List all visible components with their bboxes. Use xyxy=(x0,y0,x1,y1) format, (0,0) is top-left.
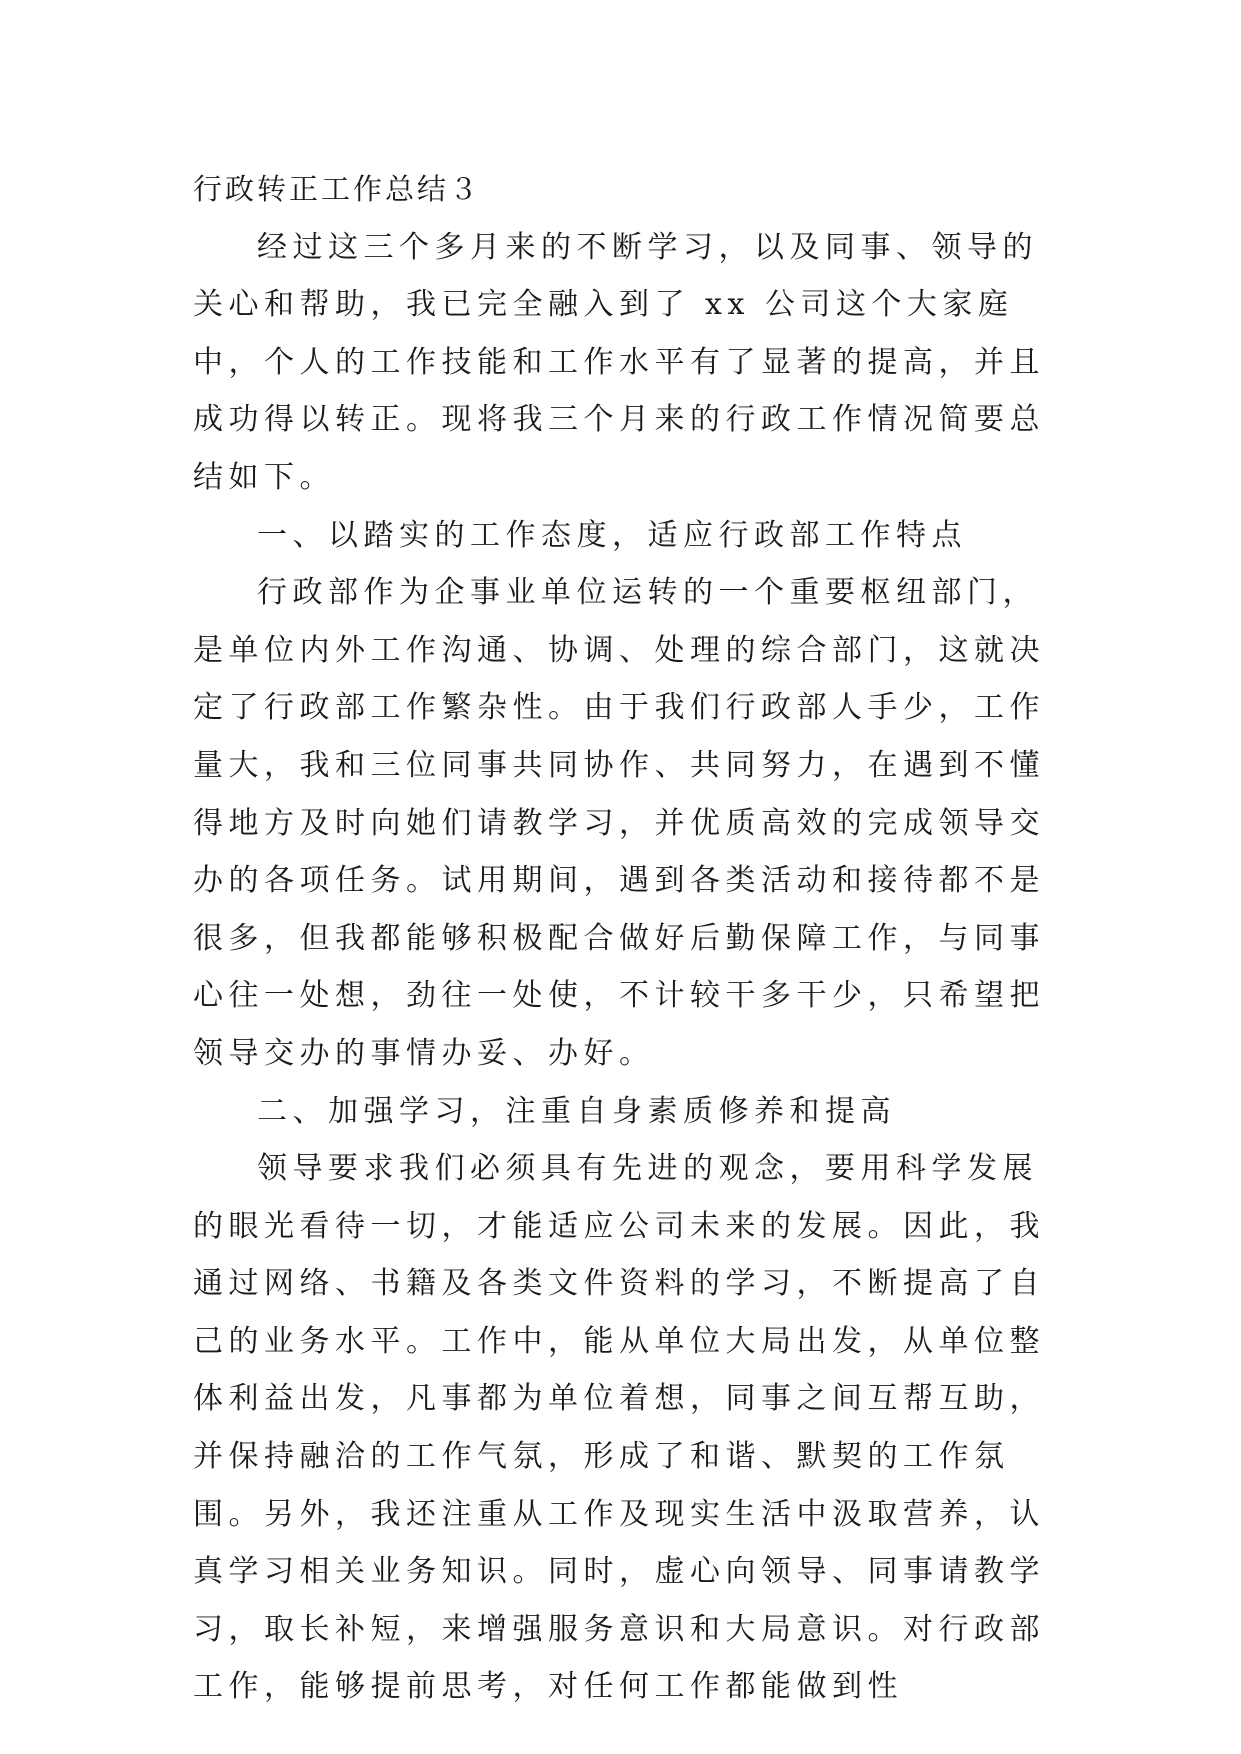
section-heading-2: 二、加强学习，注重自身素质修养和提高 xyxy=(257,1093,896,1129)
paragraph-section-2: 领导要求我们必须具有先进的观念，要用科学发展的眼光看待一切，才能适应公司未来的发展。因此，我通过网络、书籍及各类文件资料的学习，不断提高了自己的业务水平。工作中，能从单位大局出发，从单位整体利益出发，凡事都为单位着想，同事之间互帮互助，并保持融洽的工作气氛，形成了和谐、默契的工作氛围。另外，我还注重从工作及现实生活中汲取营养，认真学习相关业务知识。同时，虚心向领导、同事请教学习，取长补短，来增强服务意识和大局意识。对行政部工作，能够提前思考，对任何工作都能做到性 xyxy=(193,1151,1045,1705)
paragraph-section-1: 行政部作为企事业单位运转的一个重要枢纽部门，是单位内外工作沟通、协调、处理的综合部门，这就决定了行政部工作繁杂性。由于我们行政部人手少，工作量大，我和三位同事共同协作、共同努力，在遇到不懂得地方及时向她们请教学习，并优质高效的完成领导交办的各项任务。试用期间，遇到各类活动和接待都不是很多，但我都能够积极配合做好后勤保障工作，与同事心往一处想，劲往一处使，不计较干多干少，只希望把领导交办的事情办妥、办好。 xyxy=(193,575,1045,1071)
document-title: 行政转正工作总结３ xyxy=(193,172,482,206)
section-heading-1: 一、以踏实的工作态度，适应行政部工作特点 xyxy=(257,517,967,553)
paragraph-intro: 经过这三个多月来的不断学习，以及同事、领导的关心和帮助，我已完全融入到了 xx 公司这个大家庭中，个人的工作技能和工作水平有了显著的提高，并且成功得以转正。现将我三个月来的行政工作情况简要总结如下。 xyxy=(193,229,1045,495)
document-body xyxy=(193,161,1055,1716)
